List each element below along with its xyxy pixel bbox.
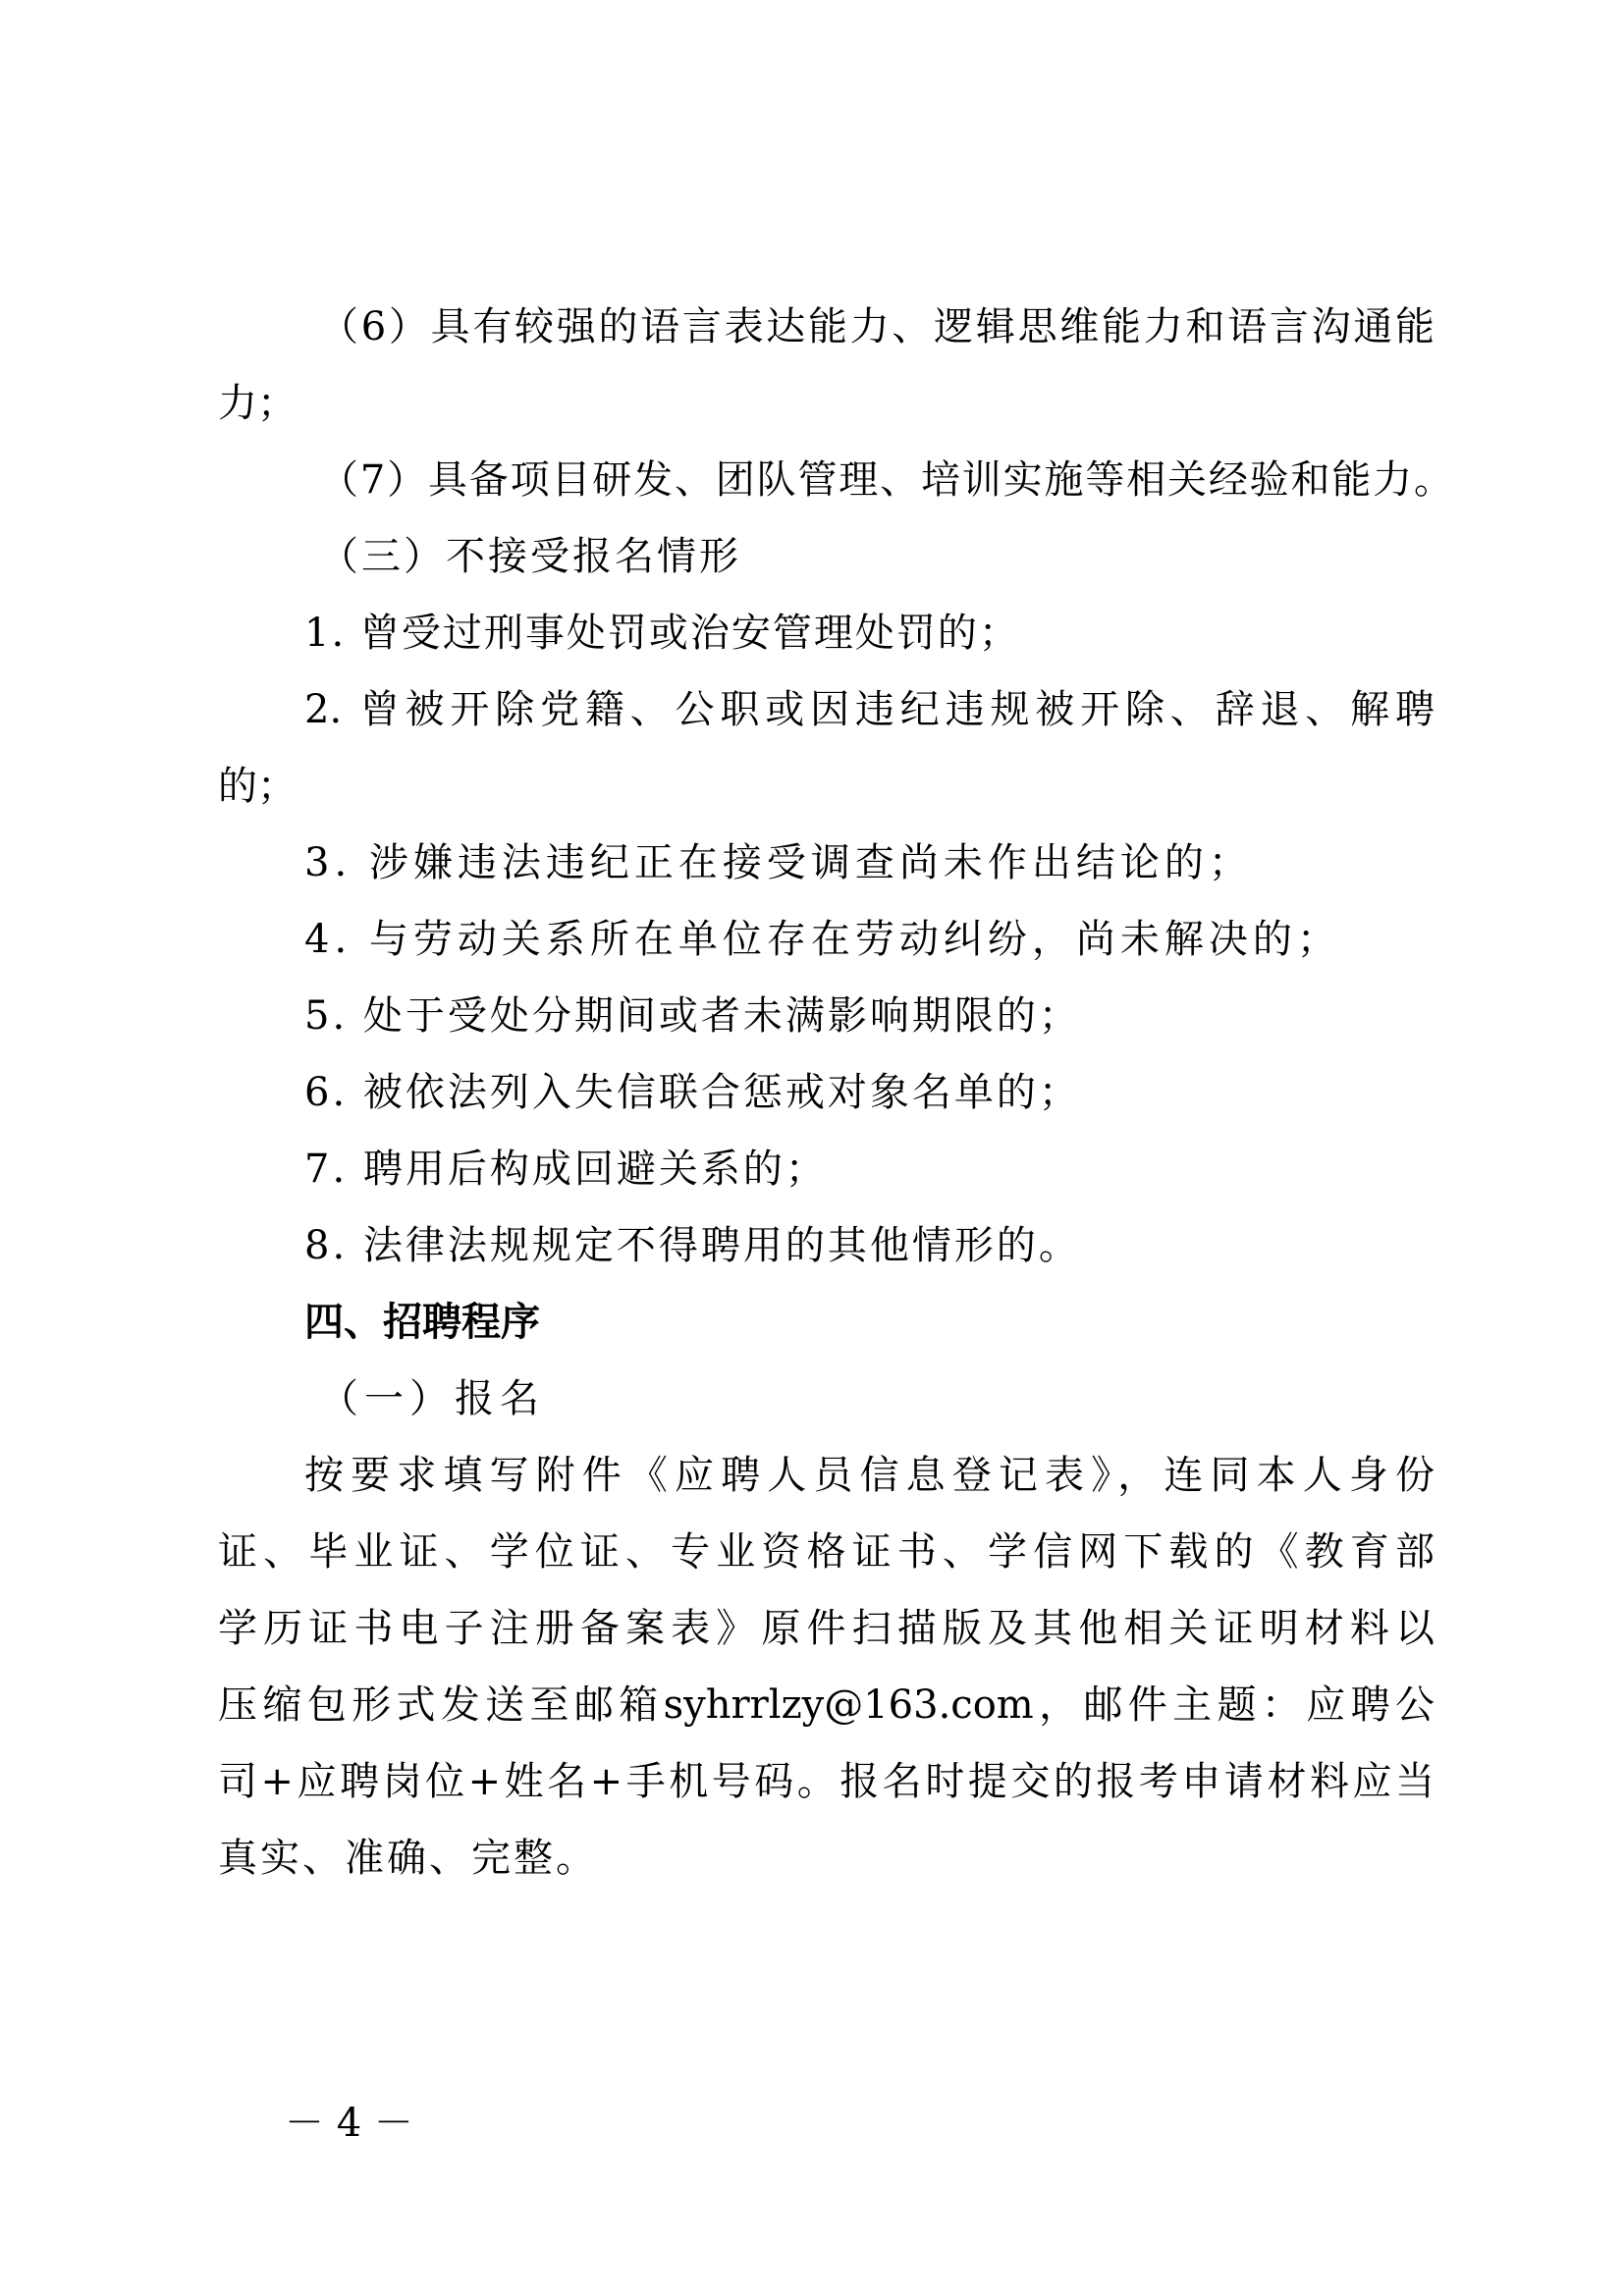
list-item: 6. 被依法列入失信联合惩戒对象名单的；	[304, 1070, 1081, 1115]
list-item: 2. 曾被开除党籍、公职或因违纪违规被开除、辞退、解聘	[304, 687, 1435, 732]
list-item: 5. 处于受处分期间或者未满影响期限的；	[304, 993, 1081, 1039]
paragraph-line: （6）具有较强的语言表达能力、逻辑思维能力和语言沟通能	[319, 304, 1435, 349]
list-item: 7. 聘用后构成回避关系的；	[304, 1147, 828, 1192]
paragraph-line: 学历证书电子注册备案表》原件扫描版及其他相关证明材料以	[218, 1606, 1435, 1651]
paragraph-line: 力；	[218, 381, 297, 426]
list-item: 4. 与劳动关系所在单位存在劳动纠纷，尚未解决的；	[304, 917, 1341, 962]
list-item: 1. 曾受过刑事处罚或治安管理处罚的；	[304, 611, 1020, 656]
paragraph-line: 按要求填写附件《应聘人员信息登记表》，连同本人身份	[304, 1453, 1435, 1498]
list-item: 8. 法律法规规定不得聘用的其他情形的。	[304, 1223, 1081, 1268]
paragraph-line: 真实、准确、完整。	[218, 1836, 598, 1881]
paragraph-line: 司+应聘岗位+姓名+手机号码。报名时提交的报考申请材料应当	[218, 1759, 1435, 1804]
paragraph-line: 证、毕业证、学位证、专业资格证书、学信网下载的《教育部	[218, 1529, 1435, 1575]
paragraph-line: 压缩包形式发送至邮箱syhrrlzy@163.com，邮件主题：应聘公	[218, 1682, 1435, 1728]
subsection-heading: （一）报名	[319, 1376, 545, 1421]
section-heading: 四、招聘程序	[304, 1300, 540, 1345]
page-number: － 4 －	[285, 2101, 413, 2146]
paragraph-line: （7）具备项目研发、团队管理、培训实施等相关经验和能力。	[319, 457, 1453, 503]
section-heading: （三）不接受报名情形	[319, 534, 741, 579]
paragraph-line: 的；	[218, 764, 297, 809]
list-item: 3. 涉嫌违法违纪正在接受调查尚未作出结论的；	[304, 840, 1253, 885]
